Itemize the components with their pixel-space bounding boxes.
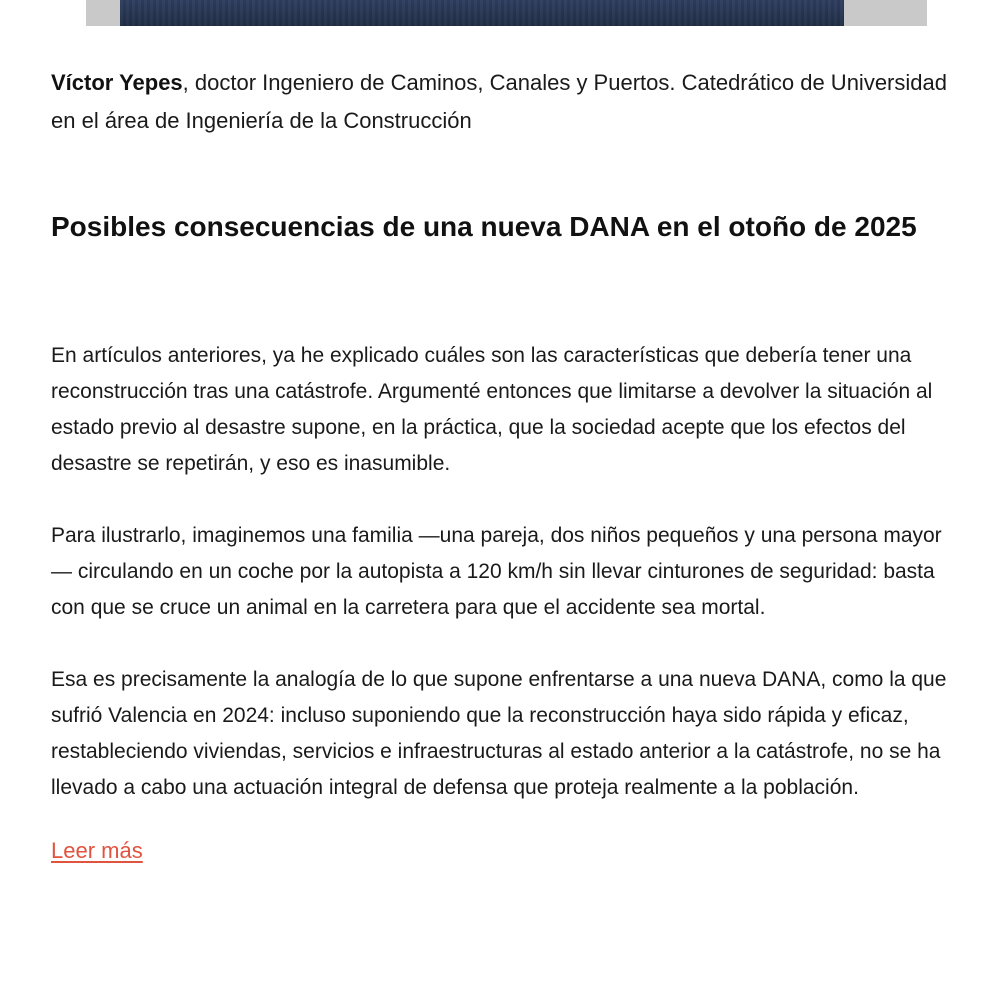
author-name: Víctor Yepes — [51, 70, 183, 95]
article-paragraph-2: Para ilustrarlo, imaginemos una familia —una pareja, dos niños pequeños y una persona mayor— circulando en un coche por la autopista a 120 km/h sin llevar cinturones de seguridad: basta con que se cruce un animal en la carretera para que el accidente sea mortal. — [51, 524, 942, 619]
article-title: Posibles consecuencias de una nueva DANA en el otoño de 2025 — [51, 211, 917, 242]
article-paragraph-1: En artículos anteriores, ya he explicado cuáles son las características que debería tener una reconstrucción tras una catástrofe. Argumenté entonces que limitarse a devolver la situación al estado previo al desastre supone, en la práctica, que la sociedad acepte que los efectos del desastre se repetirán, y eso es inasumible. — [51, 344, 933, 475]
author-description: , doctor Ingeniero de Caminos, Canales y Puertos. Catedrático de Universidad en el área de Ingeniería de la Construcción — [51, 70, 947, 133]
article-paragraph-3: Esa es precisamente la analogía de lo que supone enfrentarse a una nueva DANA, como la que sufrió Valencia en 2024: incluso suponiendo que la reconstrucción haya sido rápida y eficaz, restableciendo viviendas, servicios e infraestructuras al estado anterior a la catástrofe, no se ha llevado a cabo una actuación integral de defensa que proteja realmente a la población. — [51, 668, 947, 799]
read-more-link[interactable]: Leer más — [51, 838, 143, 863]
article-content — [51, 64, 951, 864]
author-bio — [51, 64, 951, 140]
author-photo — [86, 0, 927, 26]
author-photo-suit — [120, 0, 844, 26]
article-body — [51, 338, 951, 806]
